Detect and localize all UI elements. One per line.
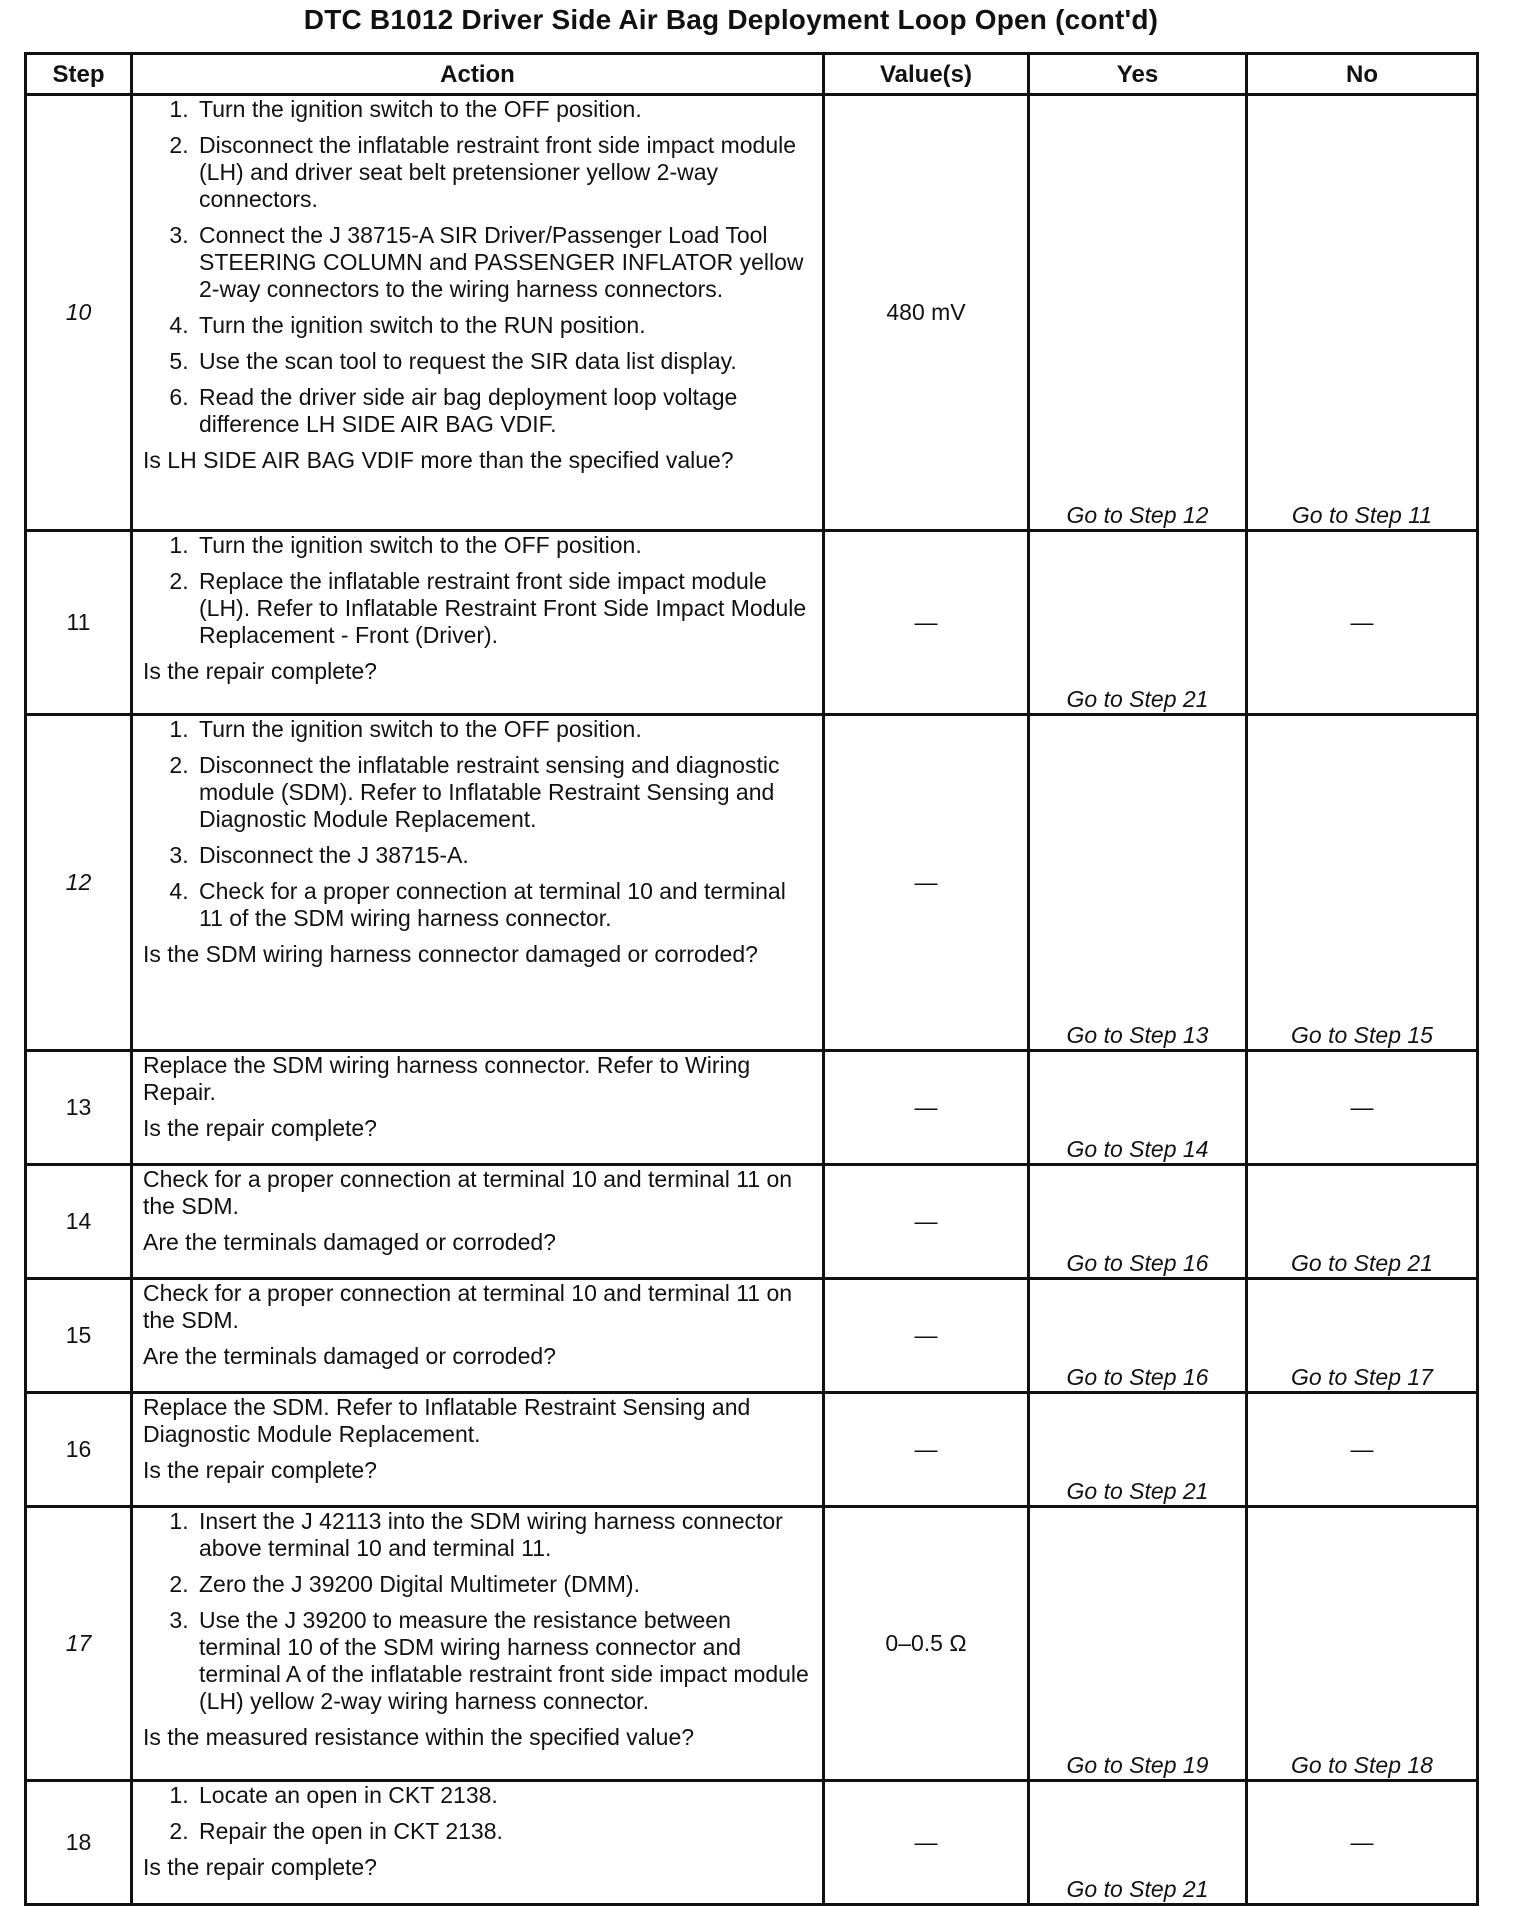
- value-cell: —: [824, 715, 1029, 1051]
- step-number: 18: [26, 1781, 132, 1905]
- table-row-step-15: [26, 1279, 1478, 1393]
- step-number: 10: [26, 95, 132, 531]
- action-step: 3. Connect the J 38715-A SIR Driver/Passenger Load Tool STEERING COLUMN and PASSENGER INFLATOR yellow 2-way connectors to the wiring harness connectors.: [195, 222, 812, 303]
- action-steps: [143, 96, 812, 438]
- table-row-step-18: [26, 1781, 1478, 1905]
- action-steps: [143, 1508, 812, 1715]
- step-number: 16: [26, 1393, 132, 1507]
- action-step: 1. Turn the ignition switch to the OFF position.: [195, 96, 812, 123]
- action-text: Check for a proper connection at terminal 10 and terminal 11 on the SDM.: [143, 1280, 793, 1333]
- no-cell: Go to Step 11: [1247, 95, 1478, 531]
- action-text: Replace the SDM wiring harness connector. Refer to Wiring Repair.: [143, 1052, 751, 1105]
- yes-cell: Go to Step 12: [1029, 95, 1247, 531]
- yes-cell: Go to Step 21: [1029, 1393, 1247, 1507]
- action-question: Are the terminals damaged or corroded?: [143, 1229, 556, 1255]
- action-text: Check for a proper connection at terminal 10 and terminal 11 on the SDM.: [143, 1166, 793, 1219]
- action-cell: [132, 531, 824, 715]
- yes-cell: Go to Step 16: [1029, 1165, 1247, 1279]
- action-text: Replace the SDM. Refer to Inflatable Restraint Sensing and Diagnostic Module Replacement.: [143, 1394, 751, 1447]
- action-question: Is the repair complete?: [143, 658, 377, 684]
- action-step: 4. Turn the ignition switch to the RUN position.: [195, 312, 812, 339]
- table-header-row: [26, 54, 1478, 95]
- value-cell: —: [824, 1165, 1029, 1279]
- action-cell: [132, 1165, 824, 1279]
- no-cell: Go to Step 15: [1247, 715, 1478, 1051]
- yes-cell: Go to Step 21: [1029, 1781, 1247, 1905]
- no-cell: —: [1247, 531, 1478, 715]
- value-cell: —: [824, 1279, 1029, 1393]
- action-cell: [132, 1507, 824, 1781]
- action-cell: [132, 715, 824, 1051]
- action-question: Is the repair complete?: [143, 1854, 377, 1880]
- table-row-step-17: [26, 1507, 1478, 1781]
- action-cell: [132, 1781, 824, 1905]
- yes-cell: Go to Step 21: [1029, 531, 1247, 715]
- action-step: 4. Check for a proper connection at terminal 10 and terminal 11 of the SDM wiring harness connector.: [195, 878, 812, 932]
- no-cell: —: [1247, 1393, 1478, 1507]
- yes-cell: Go to Step 16: [1029, 1279, 1247, 1393]
- step-number: 14: [26, 1165, 132, 1279]
- action-cell: [132, 95, 824, 531]
- step-number: 11: [26, 531, 132, 715]
- action-step: 2. Zero the J 39200 Digital Multimeter (DMM).: [195, 1571, 812, 1598]
- step-number: 17: [26, 1507, 132, 1781]
- yes-cell: Go to Step 13: [1029, 715, 1247, 1051]
- action-question: Is the measured resistance within the specified value?: [143, 1724, 695, 1750]
- no-cell: —: [1247, 1051, 1478, 1165]
- action-step: 6. Read the driver side air bag deployment loop voltage difference LH SIDE AIR BAG VDIF.: [195, 384, 812, 438]
- value-cell: 0–0.5 Ω: [824, 1507, 1029, 1781]
- header-action: Action: [132, 54, 824, 95]
- step-number: 12: [26, 715, 132, 1051]
- action-steps: [143, 716, 812, 932]
- action-question: Is the repair complete?: [143, 1457, 377, 1483]
- action-step: 2. Disconnect the inflatable restraint front side impact module (LH) and driver seat belt pretensioner yellow 2-way connectors.: [195, 132, 812, 213]
- action-cell: [132, 1279, 824, 1393]
- table-row-step-16: [26, 1393, 1478, 1507]
- action-cell: [132, 1393, 824, 1507]
- action-steps: [143, 1782, 812, 1845]
- action-cell: [132, 1051, 824, 1165]
- action-step: 1. Turn the ignition switch to the OFF position.: [195, 716, 812, 743]
- action-steps: [143, 532, 812, 649]
- table-row-step-12: [26, 715, 1478, 1051]
- step-number: 15: [26, 1279, 132, 1393]
- table-row-step-14: [26, 1165, 1478, 1279]
- diagnostic-table: [24, 52, 1479, 1906]
- no-cell: —: [1247, 1781, 1478, 1905]
- no-cell: Go to Step 17: [1247, 1279, 1478, 1393]
- header-values: Value(s): [824, 54, 1029, 95]
- header-yes: Yes: [1029, 54, 1247, 95]
- action-step: 2. Replace the inflatable restraint front side impact module (LH). Refer to Inflatable Restraint Front Side Impact Module Replacement - Front (Driver).: [195, 568, 812, 649]
- action-step: 1. Insert the J 42113 into the SDM wiring harness connector above terminal 10 and terminal 11.: [195, 1508, 812, 1562]
- step-number: 13: [26, 1051, 132, 1165]
- yes-cell: Go to Step 19: [1029, 1507, 1247, 1781]
- value-cell: —: [824, 1393, 1029, 1507]
- no-cell: Go to Step 18: [1247, 1507, 1478, 1781]
- action-step: 2. Repair the open in CKT 2138.: [195, 1818, 812, 1845]
- table-row-step-11: [26, 531, 1478, 715]
- action-step: 5. Use the scan tool to request the SIR data list display.: [195, 348, 812, 375]
- action-step: 3. Use the J 39200 to measure the resistance between terminal 10 of the SDM wiring harness connector and terminal A of the inflatable restraint front side impact module (LH) yellow 2-way wiring harness connector.: [195, 1607, 812, 1715]
- value-cell: —: [824, 531, 1029, 715]
- action-question: Is the SDM wiring harness connector damaged or corroded?: [143, 941, 758, 967]
- action-step: 3. Disconnect the J 38715-A.: [195, 842, 812, 869]
- table-row-step-10: [26, 95, 1478, 531]
- header-no: No: [1247, 54, 1478, 95]
- action-question: Is LH SIDE AIR BAG VDIF more than the specified value?: [143, 447, 734, 473]
- action-question: Is the repair complete?: [143, 1115, 377, 1141]
- header-step: Step: [26, 54, 132, 95]
- value-cell: 480 mV: [824, 95, 1029, 531]
- yes-cell: Go to Step 14: [1029, 1051, 1247, 1165]
- value-cell: —: [824, 1051, 1029, 1165]
- page-title: DTC B1012 Driver Side Air Bag Deployment Loop Open (cont'd): [303, 4, 1159, 35]
- action-step: 2. Disconnect the inflatable restraint sensing and diagnostic module (SDM). Refer to Inflatable Restraint Sensing and Diagnostic Module Replacement.: [195, 752, 812, 833]
- action-step: 1. Locate an open in CKT 2138.: [195, 1782, 812, 1809]
- no-cell: Go to Step 21: [1247, 1165, 1478, 1279]
- value-cell: —: [824, 1781, 1029, 1905]
- table-row-step-13: [26, 1051, 1478, 1165]
- action-question: Are the terminals damaged or corroded?: [143, 1343, 556, 1369]
- action-step: 1. Turn the ignition switch to the OFF position.: [195, 532, 812, 559]
